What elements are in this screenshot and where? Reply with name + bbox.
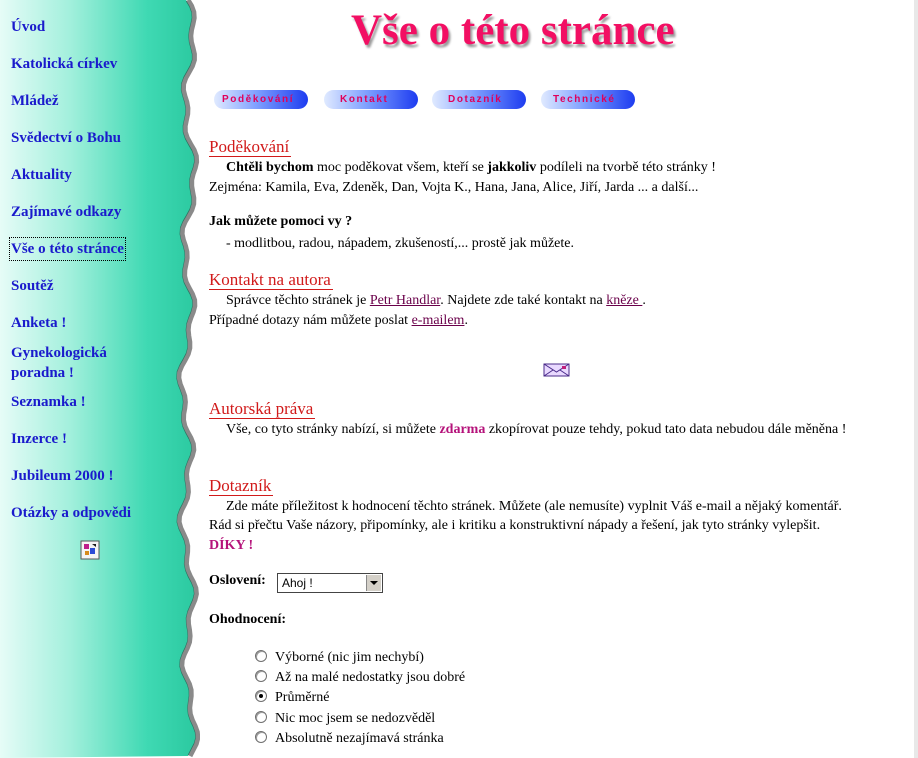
nav-soutez[interactable]: Soutěž xyxy=(11,278,54,294)
section-heading-podekovani: Poděkování xyxy=(209,137,290,156)
kontakt-text1: Správce těchto stránek je xyxy=(226,293,370,308)
nav-uvod[interactable]: Úvod xyxy=(11,19,46,35)
kontakt-text4: Případné dotazy nám můžete poslat xyxy=(209,313,412,328)
rating-option-4[interactable] xyxy=(255,709,435,728)
rating-option-3[interactable] xyxy=(255,688,329,707)
kontakt-text5: . xyxy=(464,313,468,328)
kontakt-line2 xyxy=(209,311,468,330)
rating-option-label: Nic moc jsem se nedozvěděl xyxy=(275,711,436,726)
dotaznik-thanks: DÍKY ! xyxy=(209,538,254,553)
radio-button[interactable] xyxy=(255,731,267,743)
nav-svedectvi-o-bohu[interactable]: Svědectví o Bohu xyxy=(11,130,122,146)
nav-anketa[interactable]: Anketa ! xyxy=(11,315,67,331)
kontakt-text3: . xyxy=(642,293,646,308)
tab-dotaznik[interactable]: Dotazník xyxy=(432,90,526,109)
radio-button-selected[interactable] xyxy=(255,690,267,702)
greeting-select[interactable] xyxy=(277,573,383,593)
greeting-label: Oslovení: xyxy=(209,573,266,588)
email-link[interactable]: e-mailem xyxy=(411,313,465,328)
tab-podekovani[interactable]: Poděkování xyxy=(214,90,308,109)
nav-aktuality[interactable]: Aktuality xyxy=(11,167,72,183)
rating-option-1[interactable] xyxy=(255,648,424,667)
nav-jubileum-2000[interactable]: Jubileum 2000 ! xyxy=(11,468,114,484)
page-title: Vše o této stránce xyxy=(351,7,675,54)
author-link[interactable]: Petr Handlar xyxy=(369,293,441,308)
kontakt-line1 xyxy=(226,291,646,310)
section-heading-dotaznik: Dotazník xyxy=(209,476,272,495)
prava-text2: zkopírovat pouze tehdy, pokud tato data nebudou dále měněna ! xyxy=(485,422,847,437)
prava-line1 xyxy=(226,420,846,439)
rating-option-5[interactable] xyxy=(255,729,444,748)
envelope-icon[interactable] xyxy=(543,362,570,377)
small-picture-icon[interactable] xyxy=(80,540,100,560)
nav-katolicka-cirkev[interactable]: Katolická církev xyxy=(11,56,118,72)
radio-button[interactable] xyxy=(255,670,267,682)
podekovani-text1: moc poděkovat všem, kteří se xyxy=(313,160,488,175)
rating-option-label: Průměrné xyxy=(275,690,330,705)
nav-inzerce[interactable]: Inzerce ! xyxy=(11,431,67,447)
nav-mladez[interactable]: Mládež xyxy=(11,93,59,109)
dotaznik-line2: Rád si přečtu Vaše názory, připomínky, ale i kritiku a konstruktivní nápady a řešení, jak tyto stránky vylepšit. xyxy=(209,518,821,533)
kontakt-text2: . Najdete zde také kontakt na xyxy=(440,293,607,308)
rating-option-label: Výborné (nic jim nechybí) xyxy=(275,650,424,665)
sidebar xyxy=(0,0,200,758)
nav-vse-o-teto-strance[interactable]: Vše o této stránce xyxy=(11,241,124,257)
nav-gynekologicka-line1: Gynekologická xyxy=(11,345,107,361)
priest-link[interactable]: kněze xyxy=(606,293,643,308)
podekovani-strong2: jakkoliv xyxy=(487,160,537,175)
nav-gynekologicka-poradna[interactable] xyxy=(11,343,107,383)
podekovani-line1 xyxy=(226,158,716,177)
nav-otazky-a-odpovedi[interactable]: Otázky a odpovědi xyxy=(11,505,132,521)
help-text: - modlitbou, radou, nápadem, zkušeností,... prostě jak můžete. xyxy=(226,236,574,251)
rating-option-label: Až na malé nedostatky jsou dobré xyxy=(275,670,466,685)
section-heading-kontakt: Kontakt na autora xyxy=(209,270,331,289)
window-edge xyxy=(914,0,918,758)
radio-button[interactable] xyxy=(255,650,267,662)
main-content xyxy=(209,0,914,758)
radio-button[interactable] xyxy=(255,711,267,723)
rating-option-2[interactable] xyxy=(255,668,465,687)
nav-zajimave-odkazy[interactable]: Zajímavé odkazy xyxy=(11,204,122,220)
help-subheading: Jak můžete pomoci vy ? xyxy=(209,214,353,229)
nav-seznamka[interactable]: Seznamka ! xyxy=(11,394,86,410)
prava-zdarma: zdarma xyxy=(439,422,486,437)
tab-technicke[interactable]: Technické xyxy=(541,90,635,109)
greeting-select-value: Ahoj ! xyxy=(282,576,313,590)
rating-label: Ohodnocení: xyxy=(209,612,287,627)
chevron-down-icon[interactable] xyxy=(366,575,381,591)
prava-text1: Vše, co tyto stránky nabízí, si můžete xyxy=(226,422,440,437)
nav-gynekologicka-line2: poradna ! xyxy=(11,365,74,381)
podekovani-text2: podíleli na tvorbě této stránky ! xyxy=(536,160,716,175)
podekovani-strong1: Chtěli bychom xyxy=(226,160,314,175)
rating-option-label: Absolutně nezajímavá stránka xyxy=(275,731,444,746)
tab-kontakt[interactable]: Kontakt xyxy=(324,90,418,109)
section-heading-autorska-prava: Autorská práva xyxy=(209,399,314,418)
dotaznik-line1: Zde máte příležitost k hodnocení těchto stránek. Můžete (ale nemusíte) vyplnit Váš e-mail a nějaký komentář. xyxy=(226,499,842,514)
podekovani-names: Zejména: Kamila, Eva, Zdeněk, Dan, Vojta K., Hana, Jana, Alice, Jiří, Jarda ... a další... xyxy=(209,180,699,195)
